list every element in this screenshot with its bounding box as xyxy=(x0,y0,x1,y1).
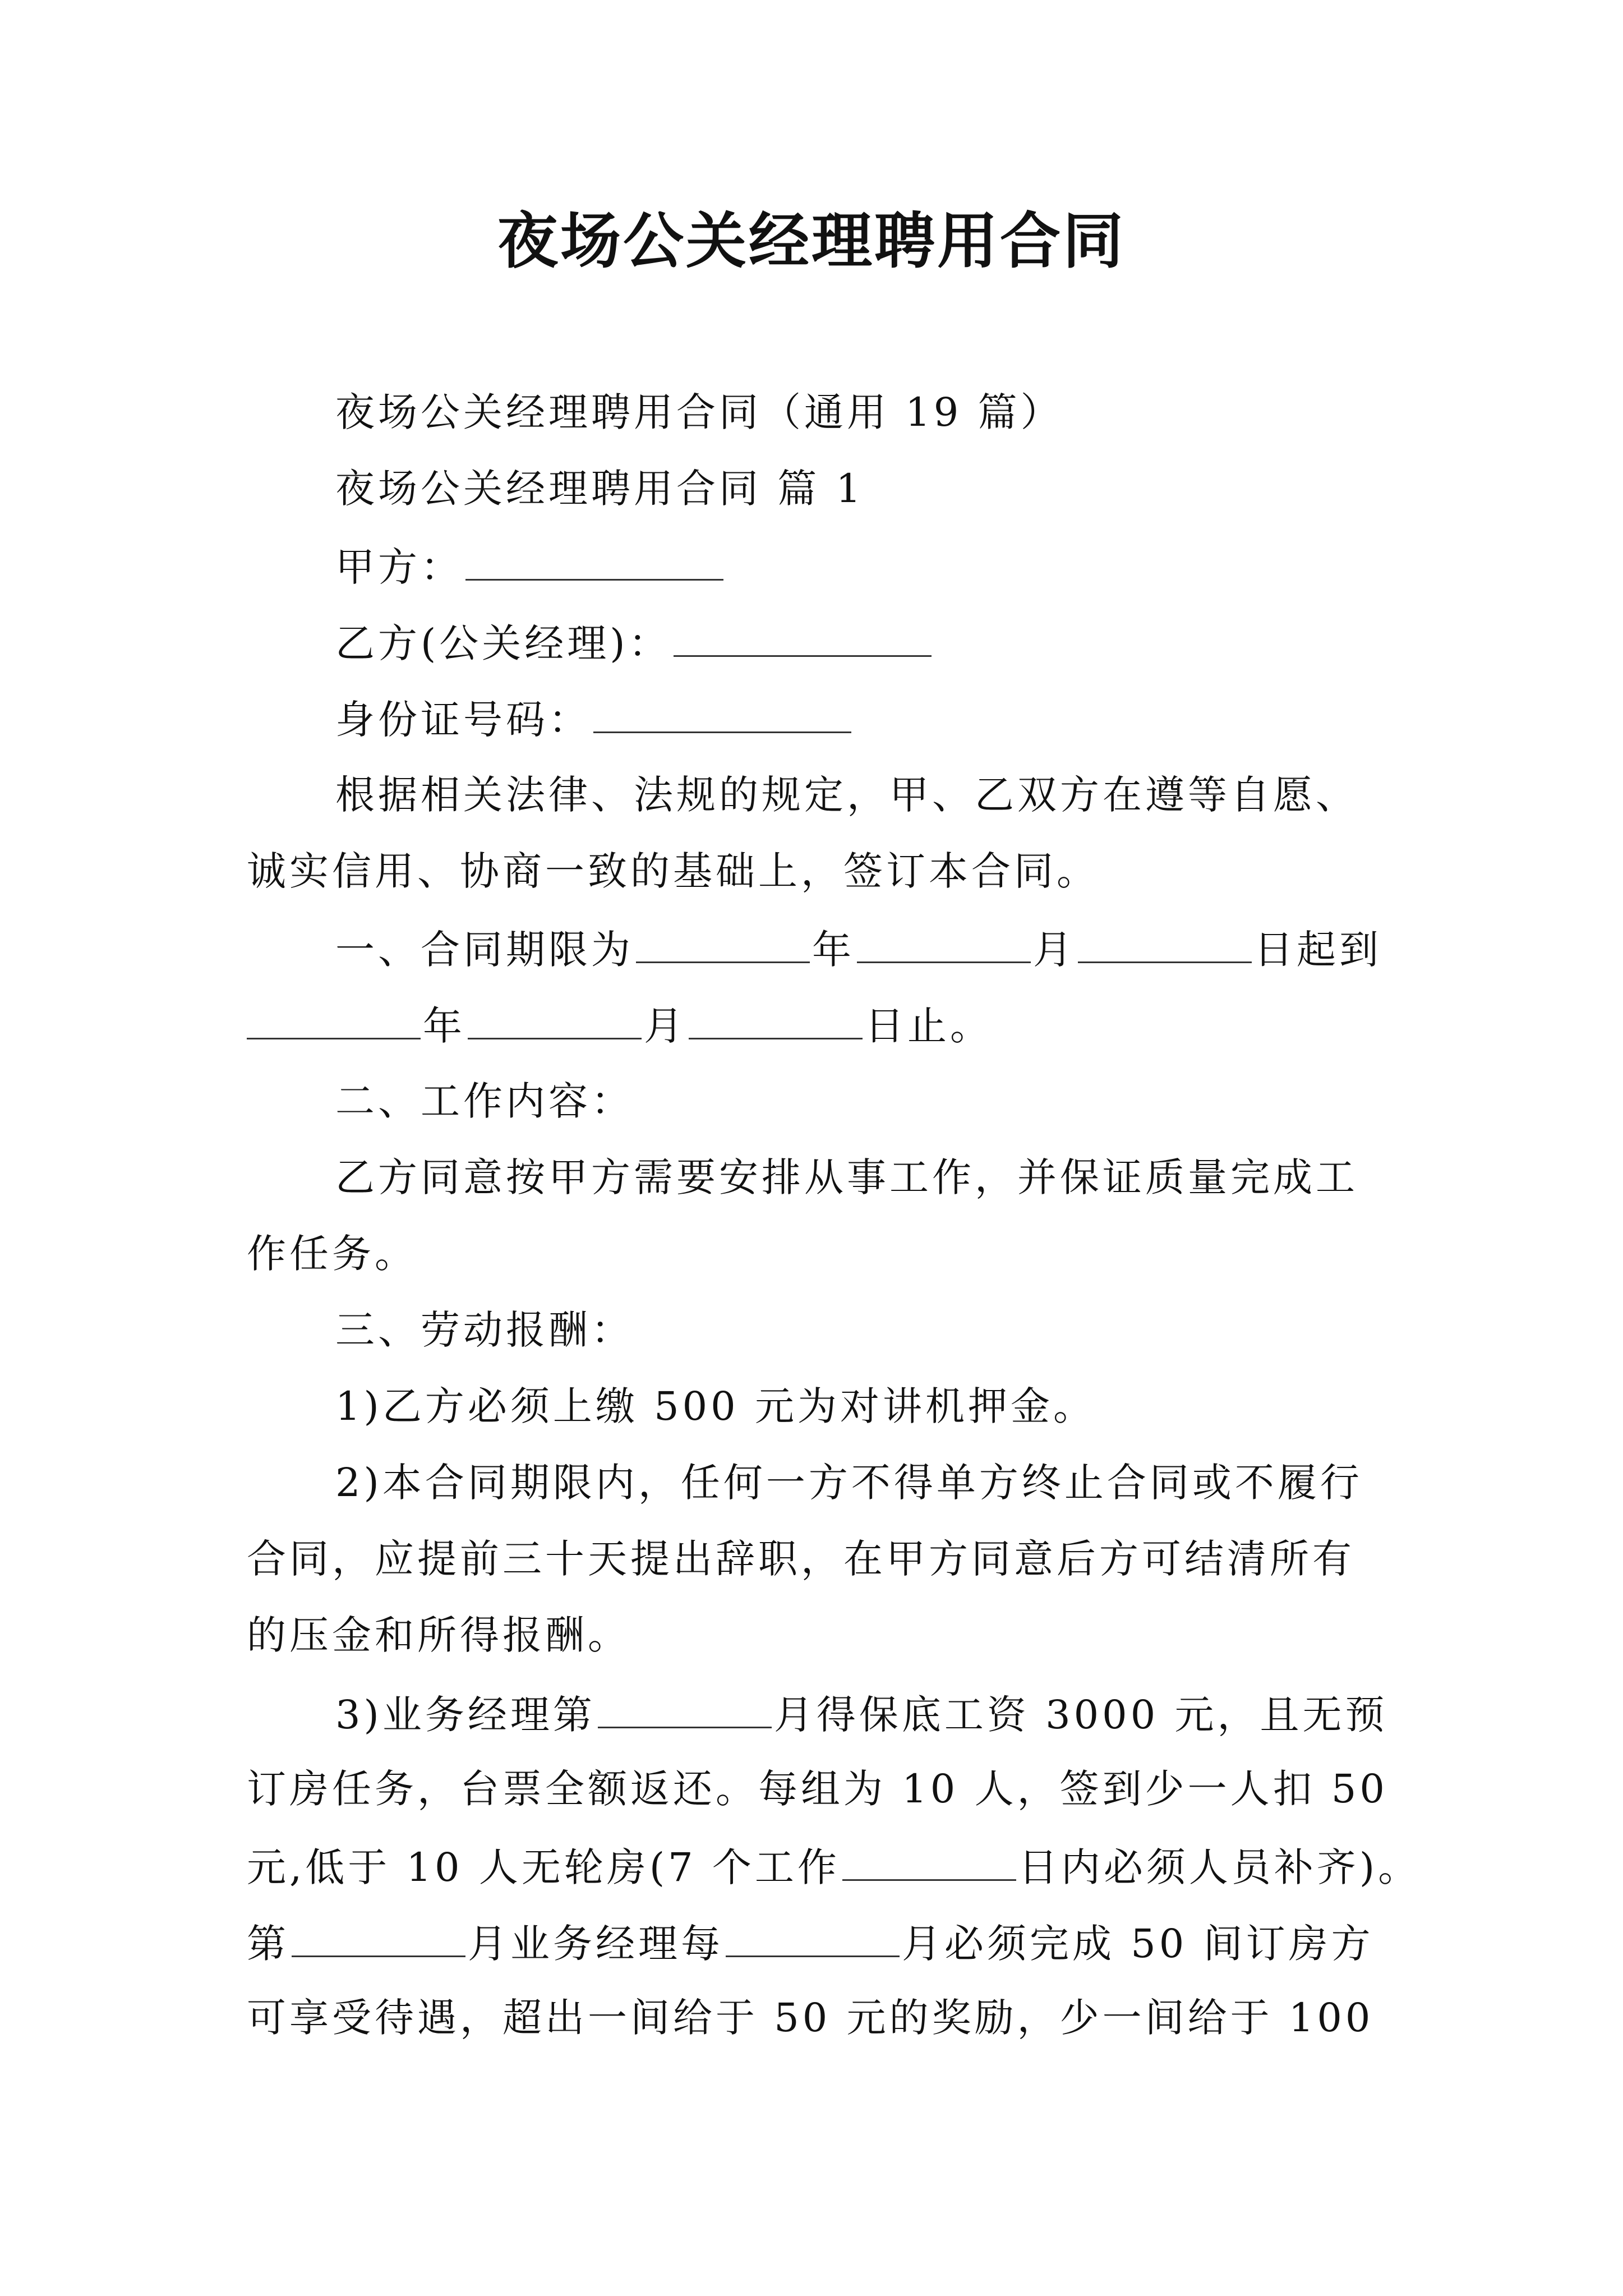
start-year-blank xyxy=(636,922,810,963)
party-b-label: 乙方(公关经理)： xyxy=(335,620,671,666)
contract-term-end-row xyxy=(247,999,993,1051)
line-text: 订房任务，台票全额返还。每组为 10 人，签到少一人扣 50 xyxy=(247,1766,1388,1812)
party-a-row xyxy=(335,540,726,592)
subtitle-collection xyxy=(335,387,1063,438)
end-month-blank xyxy=(468,999,642,1039)
salary-row xyxy=(335,1687,1388,1740)
day-blank xyxy=(842,1840,1016,1881)
contract-term-row xyxy=(335,922,1382,975)
line-text: 夜场公关经理聘用合同 篇 1 xyxy=(335,466,865,512)
id-number-row xyxy=(335,692,854,745)
line-text: 可享受待遇，超出一间给于 50 元的奖励，少一间给于 100 xyxy=(247,1995,1374,2041)
line-text: 乙方同意按甲方需要安排从事工作，并保证质量完成工 xyxy=(335,1154,1358,1200)
day-end-label: 日止。 xyxy=(865,1003,993,1049)
start-month-blank xyxy=(857,922,1031,963)
line-text: 三、劳动报酬： xyxy=(335,1307,634,1353)
paragraph-line xyxy=(247,1993,1373,2043)
party-a-blank xyxy=(465,540,723,581)
paragraph-line xyxy=(335,1152,1358,1203)
line-text: 的压金和所得报酬。 xyxy=(247,1612,630,1658)
paragraph-line xyxy=(247,1610,630,1660)
month-label: 月 xyxy=(644,1003,686,1049)
paragraph-line xyxy=(335,1457,1363,1508)
line-text: 2)本合同期限内，任何一方不得单方终止合同或不履行 xyxy=(335,1460,1363,1506)
month-blank xyxy=(292,1916,465,1957)
line-text: 第 xyxy=(247,1921,289,1967)
term-label: 一、合同期限为 xyxy=(335,927,634,973)
line-text: 作任务。 xyxy=(247,1231,417,1277)
line-text: 诚实信用、协商一致的基础上，签订本合同。 xyxy=(247,848,1099,894)
line-text: 夜场公关经理聘用合同（通用 19 篇） xyxy=(335,389,1063,435)
line-text: 合同，应提前三十天提出辞职，在甲方同意后方可结清所有 xyxy=(247,1536,1355,1582)
year-label: 年 xyxy=(423,1003,465,1049)
month-label: 月 xyxy=(1033,927,1076,973)
line-text: 根据相关法律、法规的规定，甲、乙双方在遵等自愿、 xyxy=(335,772,1358,818)
line-text: 月得保底工资 3000 元，且无预 xyxy=(773,1692,1388,1738)
end-year-blank xyxy=(247,999,421,1039)
section-heading-work xyxy=(335,1076,634,1126)
paragraph-line xyxy=(247,1840,1421,1893)
paragraph-line xyxy=(335,1381,1096,1432)
document-title: 夜场公关经理聘用合同 xyxy=(497,206,1126,277)
paragraph-line xyxy=(247,846,1099,896)
line-text: 月业务经理每 xyxy=(468,1921,723,1967)
party-b-row xyxy=(335,616,934,669)
line-text: 1)乙方必须上缴 500 元为对讲机押金。 xyxy=(335,1383,1096,1429)
month-blank xyxy=(726,1916,900,1957)
subtitle-part-1 xyxy=(335,463,864,514)
paragraph-line xyxy=(247,1764,1388,1814)
line-text: 月必须完成 50 间订房方 xyxy=(902,1921,1374,1967)
party-b-blank xyxy=(674,616,932,657)
year-label: 年 xyxy=(812,927,855,973)
end-day-blank xyxy=(689,999,863,1039)
line-text: 二、工作内容： xyxy=(335,1078,634,1124)
month-blank xyxy=(598,1687,772,1728)
line-text: 日内必须人员补齐)。 xyxy=(1018,1844,1421,1890)
paragraph-line xyxy=(247,1534,1355,1584)
start-day-blank xyxy=(1078,922,1252,963)
day-start-label: 日起到 xyxy=(1254,927,1382,973)
section-heading-pay xyxy=(335,1305,634,1355)
id-number-blank xyxy=(593,692,851,733)
paragraph-line xyxy=(247,1228,417,1279)
party-a-label: 甲方： xyxy=(335,544,463,590)
id-number-label: 身份证号码： xyxy=(335,697,591,743)
paragraph-line xyxy=(335,770,1358,820)
paragraph-line xyxy=(247,1916,1374,1969)
line-text: 元,低于 10 人无轮房(7 个工作 xyxy=(247,1844,840,1890)
line-text: 3)业务经理第 xyxy=(335,1692,596,1738)
